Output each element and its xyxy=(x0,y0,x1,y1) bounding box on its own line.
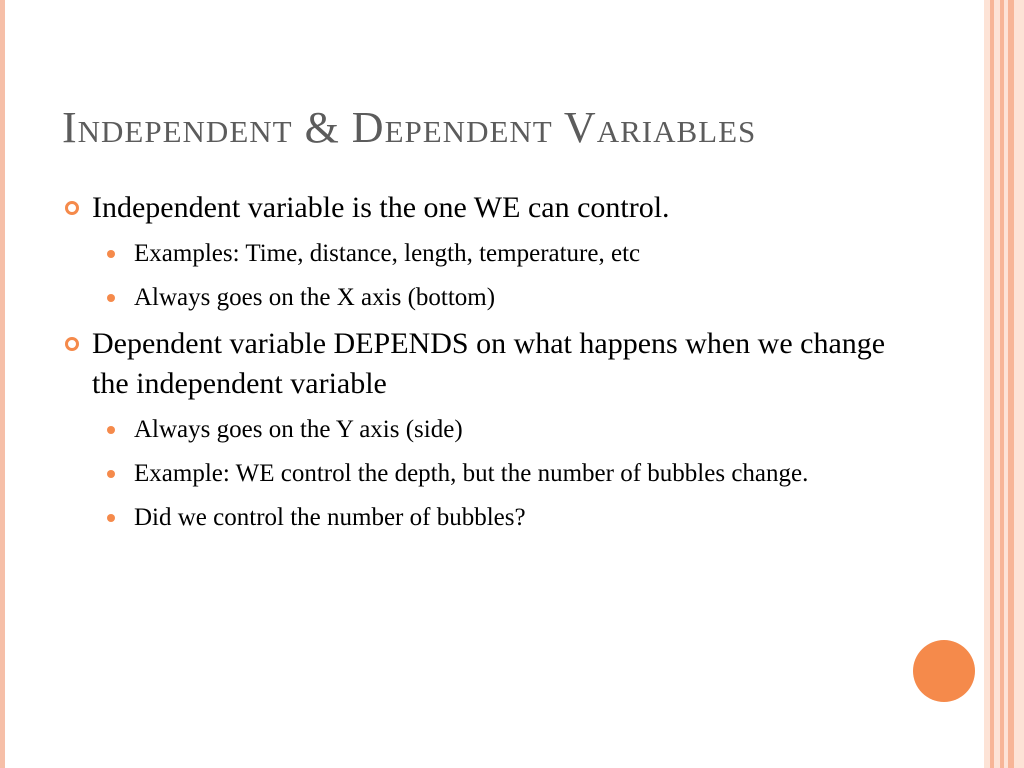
subbullet-example-depth xyxy=(134,456,892,492)
ring-bullet-icon xyxy=(65,201,79,215)
dot-bullet-icon xyxy=(107,514,115,522)
subbullet-examples xyxy=(134,236,892,272)
dot-bullet-icon xyxy=(107,250,115,258)
ring-bullet-icon xyxy=(65,337,79,351)
dot-bullet-icon xyxy=(107,426,115,434)
bullet-text: Dependent variable DEPENDS on what happens when we change the independent variable xyxy=(92,327,886,400)
subbullet-question xyxy=(134,500,892,536)
right-decorative-stripes xyxy=(984,0,1024,768)
dot-bullet-icon xyxy=(107,294,115,302)
bullet-dependent xyxy=(62,324,892,404)
dot-bullet-icon xyxy=(107,470,115,478)
subbullet-text: Always goes on the X axis (bottom) xyxy=(134,284,496,311)
slide-content xyxy=(62,188,892,544)
decorative-circle-icon xyxy=(913,640,975,702)
stripe xyxy=(1014,0,1024,768)
subbullet-text: Always goes on the Y axis (side) xyxy=(134,416,463,443)
subbullet-text: Example: WE control the depth, but the number of bubbles change. xyxy=(134,460,809,487)
subbullet-y-axis xyxy=(134,412,892,448)
slide-title: Independent & Dependent Variables xyxy=(62,103,757,152)
subbullet-text: Did we control the number of bubbles? xyxy=(134,504,526,531)
bullet-text: Independent variable is the one WE can control. xyxy=(92,191,670,224)
subbullet-x-axis xyxy=(134,280,892,316)
bullet-independent xyxy=(62,188,892,228)
subbullet-text: Examples: Time, distance, length, temperature, etc xyxy=(134,240,641,267)
